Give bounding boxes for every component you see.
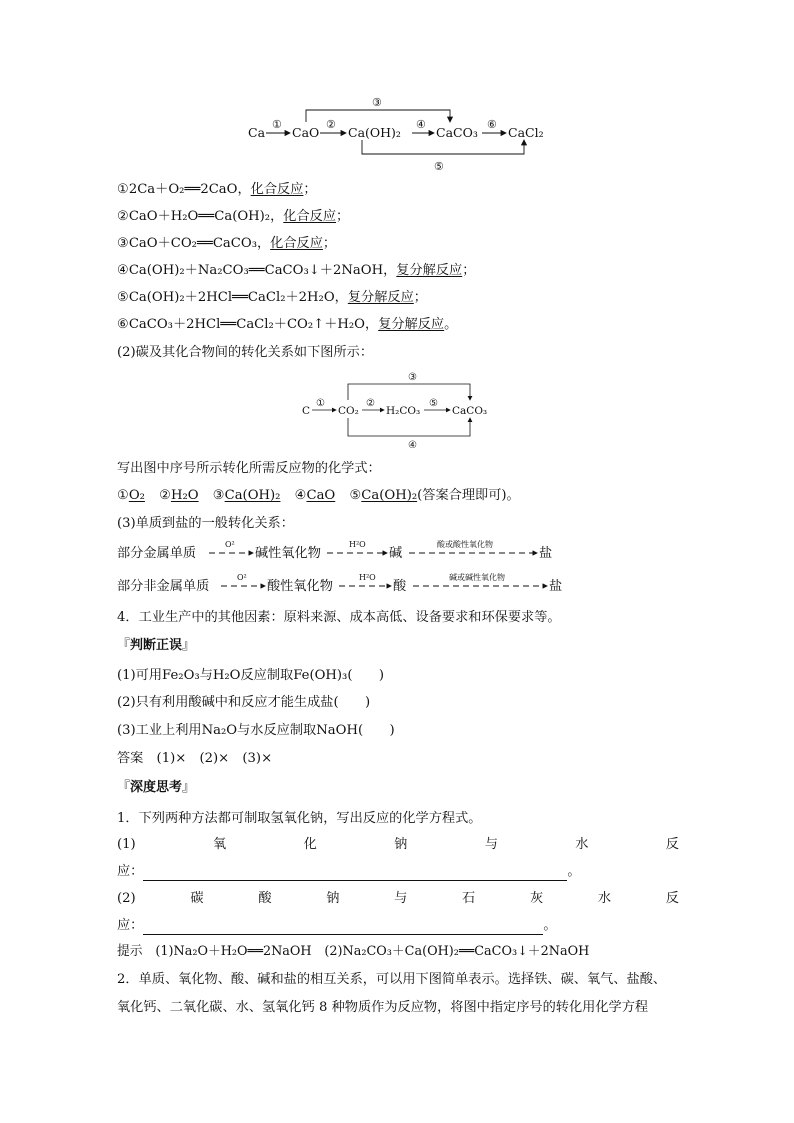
node-caco3: CaCO₃	[436, 125, 478, 140]
reaction-equation: ⑤Ca(OH)₂＋2HCl══CaCl₂＋2H₂O，	[117, 290, 348, 305]
reaction-equation: ②CaO＋H₂O══Ca(OH)₂，	[117, 209, 284, 224]
punct: ；	[336, 209, 350, 224]
part2-answers	[117, 487, 520, 505]
question-1-1	[117, 836, 679, 854]
spread-char: 水	[597, 891, 612, 906]
answer-line-2	[117, 917, 557, 935]
reaction-type: 化合反应	[283, 209, 337, 224]
spread-char: 碳	[190, 891, 204, 906]
answer-prefix: 应：	[117, 864, 144, 879]
question-2-line-1: 2．单质、氧化物、酸、碱和盐的相互关系，可以用下图简单表示。选择铁、碳、氧气、盐酸、	[117, 972, 667, 987]
answer-number: ⑤	[349, 488, 362, 503]
spread-char: 与	[394, 891, 408, 906]
answer-text: CaO	[306, 488, 336, 503]
reaction-equation: ⑥CaCO₃＋2HCl══CaCl₂＋CO₂↑＋H₂O，	[117, 317, 379, 332]
punct: 。	[444, 317, 458, 332]
label-5: ⑤	[434, 160, 444, 173]
spread-char: 与	[484, 837, 498, 852]
point-4: 4．工业生产中的其他因素：原料来源、成本高低、设备要求和环保要求等。	[117, 610, 561, 625]
label-1: ①	[272, 118, 282, 131]
judge-item-2: (2)只有利用酸碱中和反应才能生成盐( )	[117, 695, 371, 710]
carbon-transformation-diagram	[298, 366, 498, 448]
reaction-equation: ①2Ca＋O₂══2CaO，	[117, 182, 251, 197]
spread-char: 灰	[529, 891, 544, 906]
chain-reagent-3: 碱或碱性氧化物	[449, 573, 505, 582]
node-cao: CaO	[292, 125, 320, 140]
chain-node-2: 酸	[393, 579, 407, 594]
part3-title: (3)单质到盐的一般转化关系：	[117, 516, 294, 531]
reaction-3	[117, 235, 336, 253]
chain-node-3: 盐	[549, 579, 563, 594]
reaction-1	[117, 181, 317, 199]
hint: 提示 (1)Na₂O＋H₂O══2NaOH (2)Na₂CO₃＋Ca(OH)₂══CaCO₃↓＋2NaOH	[117, 944, 590, 959]
section-think-heading: 『 深度思考 』	[117, 779, 195, 797]
label-6: ⑥	[487, 118, 497, 131]
chain-node-1: 碱性氧化物	[255, 546, 321, 561]
chain-start: 部分金属单质	[117, 546, 197, 561]
label-1: ①	[316, 398, 325, 409]
arrow-5	[362, 140, 524, 154]
chain-node-2: 碱	[389, 546, 403, 561]
node-co2: CO₂	[338, 405, 359, 417]
answer-line-1	[117, 863, 581, 881]
arrow-4	[348, 418, 470, 436]
chain-start: 部分非金属单质	[117, 579, 210, 594]
node-h2co3: H₂CO₃	[386, 405, 421, 417]
answer-text: Ca(OH)₂	[361, 488, 418, 503]
chain-node-3: 盐	[539, 546, 553, 561]
section-judge-heading: 『 判断正误 』	[117, 637, 195, 655]
label-4: ④	[408, 440, 417, 448]
judge-item-1: (1)可用Fe₂O₃与H₂O反应制取Fe(OH)₃( )	[117, 668, 384, 683]
punct: ；	[462, 263, 476, 278]
reaction-equation: ③CaO＋CO₂══CaCO₃，	[117, 236, 271, 251]
question-1: 1．下列两种方法都可制取氢氧化钠，写出反应的化学方程式。	[117, 811, 482, 826]
calcium-transformation-diagram	[240, 92, 560, 176]
punct: 。	[567, 864, 581, 879]
punct: 。	[543, 918, 557, 933]
label-4: ④	[416, 118, 426, 131]
punct: ；	[413, 290, 427, 305]
answer-number: ③	[212, 488, 225, 503]
node-caco3: CaCO₃	[452, 405, 488, 417]
spread-char: 反	[665, 891, 679, 906]
node-caoh2: Ca(OH)₂	[348, 125, 401, 140]
spread-char: 化	[303, 837, 317, 852]
chain-reagent-2: H²O	[349, 540, 366, 549]
part2-title: (2)碳及其化合物间的转化关系如下图所示：	[117, 345, 374, 360]
answer-text: H₂O	[170, 488, 199, 503]
spread-char: 反	[665, 837, 679, 852]
node-c: C	[302, 405, 311, 417]
spread-char: 石	[462, 891, 476, 906]
reaction-type: 复分解反应	[396, 263, 463, 278]
reaction-type: 复分解反应	[347, 290, 414, 305]
reaction-type: 复分解反应	[378, 317, 445, 332]
nonmetal-chain	[117, 573, 587, 598]
chain-reagent-2: H²O	[359, 573, 376, 582]
answer-note: (答案合理即可)。	[417, 488, 520, 503]
punct: ；	[303, 182, 317, 197]
answer-number: ④	[294, 488, 307, 503]
answer-number: ①	[117, 488, 129, 503]
label-3: ③	[372, 96, 382, 109]
spread-char: 钠	[326, 891, 340, 906]
node-cacl2: CaCl₂	[508, 125, 544, 140]
reaction-type: 化合反应	[270, 236, 323, 251]
chain-node-1: 酸性氧化物	[267, 579, 333, 594]
spread-char: (2)	[117, 891, 136, 906]
question-1-2	[117, 890, 679, 908]
punct: ；	[322, 236, 337, 251]
label-3: ③	[408, 372, 417, 383]
answer-blank-1[interactable]	[143, 866, 567, 881]
part2-prompt: 写出图中序号所示转化所需反应物的化学式：	[117, 461, 381, 476]
answer-text: Ca(OH)₂	[224, 488, 281, 503]
spread-char: 酸	[258, 891, 272, 906]
judge-item-3: (3)工业上利用Na₂O与水反应制取NaOH( )	[117, 723, 395, 738]
label-2: ②	[366, 398, 375, 409]
answer-prefix: 应：	[117, 918, 144, 933]
label-5: ⑤	[429, 398, 438, 409]
spread-char: 水	[575, 837, 589, 852]
chain-reagent-3: 酸或酸性氧化物	[437, 540, 493, 549]
reaction-4	[117, 262, 475, 280]
answer-blank-2[interactable]	[143, 920, 543, 935]
spread-char: 钠	[394, 837, 408, 852]
node-ca: Ca	[248, 125, 266, 140]
reaction-equation: ④Ca(OH)₂＋Na₂CO₃══CaCO₃↓＋2NaOH，	[117, 263, 397, 278]
reaction-2	[117, 208, 349, 226]
answer-number: ②	[159, 488, 171, 503]
chain-reagent-1: O²	[225, 540, 235, 549]
reaction-6	[117, 316, 457, 334]
judge-answer: 答案 (1)× (2)× (3)×	[117, 751, 273, 766]
spread-char: 氧	[213, 837, 227, 852]
reaction-5	[117, 289, 427, 307]
label-2: ②	[326, 118, 336, 131]
metal-chain	[117, 540, 587, 565]
question-2-line-2: 氧化钙、二氧化碳、水、氢氧化钙 8 种物质作为反应物，将图中指定序号的转化用化学方程	[117, 1000, 649, 1015]
answer-text: O₂	[128, 488, 145, 503]
reaction-type: 化合反应	[250, 182, 304, 197]
spread-char: (1)	[117, 837, 136, 852]
chain-reagent-1: O²	[237, 573, 247, 582]
